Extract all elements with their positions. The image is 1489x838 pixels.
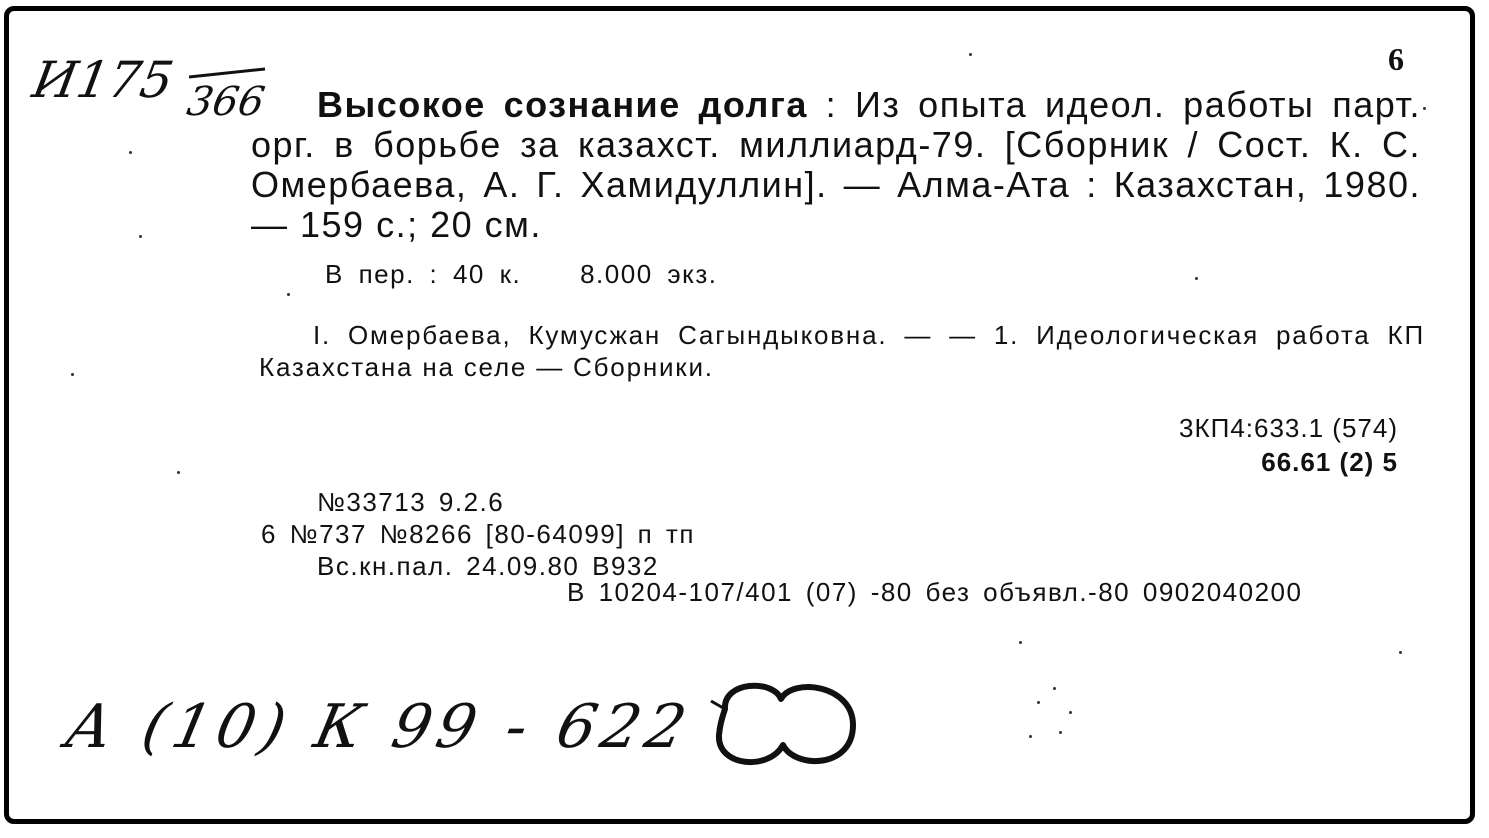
speck <box>1029 735 1032 738</box>
tech-line: 6 №737 №8266 [80-64099] п тп <box>261 519 695 549</box>
speck <box>1423 107 1426 110</box>
speck <box>1053 687 1056 690</box>
handwritten-shelf-mark-text: А (10) К 99 - 622 <box>59 692 698 762</box>
subject-headings <box>259 319 1425 383</box>
subject-text: I. Омербаева, Кумусжан Сагындыковна. — — 1. Идеологическая работа КП Казахстана на селе — Сборники. <box>259 320 1425 382</box>
speck <box>969 53 972 56</box>
speck <box>1069 711 1072 714</box>
speck <box>1399 651 1402 654</box>
speck <box>1195 277 1198 280</box>
book-title: Высокое сознание долга <box>317 84 808 125</box>
handwritten-loop-mark <box>703 671 873 781</box>
handwritten-call-number-main: И175 <box>28 50 178 109</box>
card-number: 6 <box>1388 41 1404 77</box>
speck <box>139 235 142 238</box>
bibliographic-description <box>251 85 1421 245</box>
handwritten-call-number <box>28 49 279 129</box>
speck <box>1059 731 1062 734</box>
tech-line: Вс.кн.пал. 24.09.80 В932 <box>317 551 659 581</box>
catalog-card <box>4 6 1475 824</box>
handwritten-call-number-sub: 366 <box>183 78 269 125</box>
price-and-print-run: В пер. : 40 к. 8.000 экз. <box>325 259 718 289</box>
tech-line: В 10204-107/401 (07) -80 без объявл.-80 0902040200 <box>567 577 1303 607</box>
speck <box>1037 701 1040 704</box>
classification-code: 66.61 (2) 5 <box>1261 447 1398 477</box>
speck <box>287 293 290 296</box>
speck <box>1019 641 1022 644</box>
handwritten-shelf-mark <box>59 671 698 781</box>
book-details: : Из опыта идеол. работы парт. орг. в борьбе за казахст. миллиард-79. [Сборник / Сост. К. С. Омербаева, А. Г. Хамидуллин]. — Алма-Ата : Казахстан, 1980. — 159 с.; 20 см. <box>251 84 1421 245</box>
speck <box>71 373 74 376</box>
tech-line: №33713 9.2.6 <box>317 487 505 517</box>
speck <box>177 471 180 474</box>
classification-code: 3КП4:633.1 (574) <box>1179 413 1398 443</box>
speck <box>129 151 132 154</box>
